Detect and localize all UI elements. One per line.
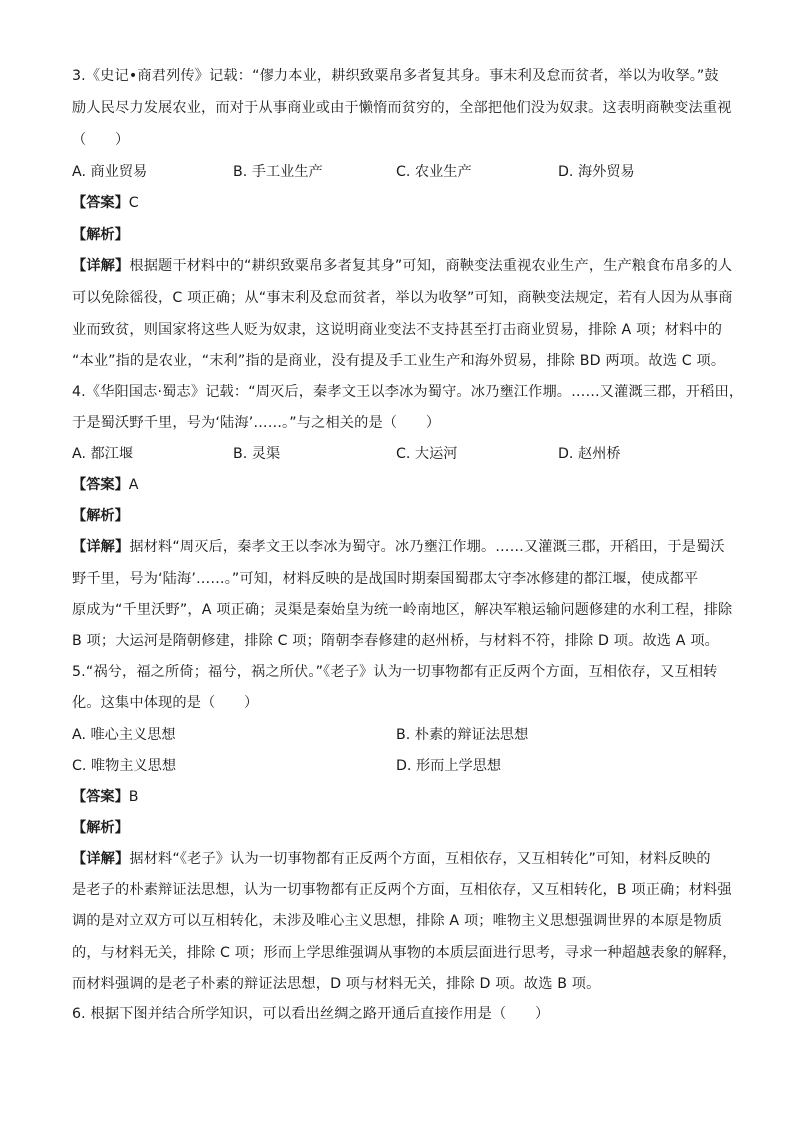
detail-text: 据材料“《老子》认为一切事物都有正反两个方面，互相依存，又互相转化”可知，材料反映的	[129, 851, 711, 867]
q3-stem-line-3: （ ）	[72, 132, 130, 148]
q3-detail-line-3: 业而致贫，则国家将这些人贬为奴隶，这说明商业变法不支持甚至打击商业贸易，排除 A 项；材料中的	[72, 322, 723, 338]
q6-stem-line-1: 6. 根据下图并结合所学知识，可以看出丝绸之路开通后直接作用是（ ）	[72, 1006, 550, 1022]
q5-answer	[72, 787, 139, 807]
answer-label: 【答案】	[72, 195, 129, 211]
q5-option-d: D. 形而上学思想	[396, 758, 502, 774]
q3-option-b: B. 手工业生产	[233, 164, 323, 180]
q4-option-a: A. 都江堰	[72, 446, 134, 462]
q4-detail-line-3: 原成为“千里沃野”，A 项正确；灵渠是秦始皇为统一岭南地区，解决军粮运输问题修建的水利工程，排除	[72, 602, 733, 618]
q5-option-b: B. 朴素的辩证法思想	[396, 727, 529, 743]
q5-detail-line-3: 调的是对立双方可以互相转化，未涉及唯心主义思想，排除 A 项；唯物主义思想强调世界的本原是物质	[72, 913, 723, 929]
q4-option-d: D. 赵州桥	[558, 446, 621, 462]
q4-option-b: B. 灵渠	[233, 446, 281, 462]
q4-stem-line-2: 于是蜀沃野千里，号为‘陆海’……。”与之相关的是（ ）	[72, 415, 441, 431]
q4-option-c: C. 大运河	[396, 446, 458, 462]
detail-text: 根据题干材料中的“耕织致粟帛多者复其身”可知，商鞅变法重视农业生产，生产粮食布帛多的人	[129, 258, 733, 274]
answer-label: 【答案】	[72, 477, 129, 493]
q3-detail-line-2: 可以免除徭役，C 项正确；从“事末利及怠而贫者，举以为收孥”可知，商鞅变法规定，若有人因为从事商	[72, 290, 733, 306]
q3-detail-line-1	[72, 256, 733, 276]
q3-answer	[72, 193, 139, 213]
q4-stem-line-1: 4.《华阳国志·蜀志》记载：“周灭后，秦孝文王以李冰为蜀守。冰乃壅江作堋。……又灌溉三郡，开稻田，	[72, 384, 744, 400]
detail-label: 【详解】	[72, 851, 130, 867]
q5-analysis-label: 【解析】	[72, 820, 129, 836]
q5-option-a: A. 唯心主义思想	[72, 727, 176, 743]
q3-detail-line-4: “本业”指的是农业，“末利”指的是商业，没有提及手工业生产和海外贸易，排除 BD 两项。故选 C 项。	[72, 353, 726, 369]
q5-detail-line-2: 是老子的朴素辩证法思想，认为一切事物都有正反两个方面，互相依存，又互相转化，B 项正确；材料强	[72, 882, 732, 898]
q5-detail-line-4: 的，与材料无关，排除 C 项；形而上学思维强调从事物的本质层面进行思考，寻求一种超越表象的解释，	[72, 945, 737, 961]
q5-detail-line-5: 而材料强调的是老子朴素的辩证法思想，D 项与材料无关，排除 D 项。故选 B 项。	[72, 976, 601, 992]
q3-stem-line-1: 3.《史记•商君列传》记载：“僇力本业，耕织致粟帛多者复其身。事末利及怠而贫者，举以为收孥。”鼓	[72, 68, 719, 84]
q3-option-d: D. 海外贸易	[558, 164, 635, 180]
q5-stem-line-2: 化。这集中体现的是（ ）	[72, 695, 259, 711]
answer-value: A	[128, 477, 139, 493]
q3-stem-line-2: 励人民尽力发展农业，而对于从事商业或由于懒惰而贫穷的，全部把他们没为奴隶。这表明商鞅变法重视	[72, 100, 732, 116]
q5-stem-line-1: 5.“祸兮，福之所倚；福兮，祸之所伏。”《老子》认为一切事物都有正反两个方面，互相依存，又互相转	[72, 664, 718, 680]
detail-label: 【详解】	[72, 258, 130, 274]
answer-value: C	[128, 195, 139, 211]
q3-option-a: A. 商业贸易	[72, 164, 148, 180]
q4-detail-line-1	[72, 537, 727, 557]
answer-value: B	[128, 789, 139, 805]
q4-answer	[72, 475, 138, 495]
detail-label: 【详解】	[72, 539, 130, 555]
q5-detail-line-1	[72, 849, 727, 869]
q4-detail-line-4: B 项；大运河是隋朝修建，排除 C 项；隋朝李春修建的赵州桥，与材料不符，排除 D 项。故选 A 项。	[72, 633, 719, 649]
q3-option-c: C. 农业生产	[396, 164, 472, 180]
q4-detail-line-2: 野千里，号为‘陆海’……。”可知，材料反映的是战国时期秦国蜀郡太守李冰修建的都江堰，使成都平	[72, 571, 699, 587]
q4-analysis-label: 【解析】	[72, 508, 129, 524]
detail-text: 据材料“周灭后，秦孝文王以李冰为蜀守。冰乃壅江作堋。……又灌溉三郡，开稻田，于是蜀沃	[129, 539, 725, 555]
q5-option-c: C. 唯物主义思想	[72, 758, 177, 774]
answer-label: 【答案】	[72, 789, 129, 805]
q3-analysis-label: 【解析】	[72, 227, 129, 243]
